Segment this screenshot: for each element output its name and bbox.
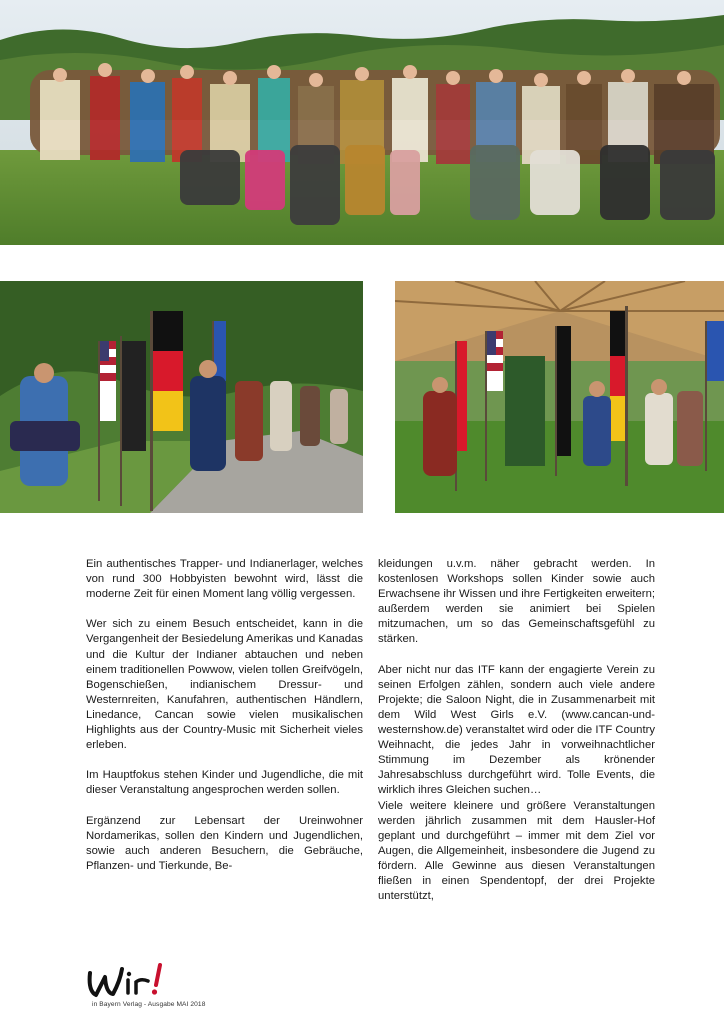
footer-caption: in Bayern Verlag - Ausgabe MAI 2018 (92, 1001, 206, 1008)
paragraph: Aber nicht nur das ITF kann der engagierte Verein zu seinen Erfolgen zählen, sondern auch viele andere Projekte; die Saloon Night, die in Zusammenarbeit mit dem Wild West Girls e.V. (www.cancan-und-westernshow.de) veranstaltet wird oder die ITF Country Weihnacht, die jedes Jahr in vorweihnachtlicher Stimmung im Dezember als krönender Jahresabschluss durchgeführt wird. Tolle Events, die wirklich ihres Gleichen suchen… (378, 663, 655, 797)
flag-procession-photo (0, 281, 363, 513)
pavilion-flags-photo-icon (395, 281, 724, 513)
article-column-left (86, 557, 363, 889)
paragraph: Im Hauptfokus stehen Kinder und Jugendliche, die mit dieser Veranstaltung angesprochen werden sollen. (86, 769, 363, 797)
paragraph: Ein authentisches Trapper- und Indianerlager, welches von rund 300 Hobbyisten bewohnt wird, lässt die moderne Zeit für einen Moment lang völlig vergessen. (86, 558, 363, 601)
paragraph: Viele weitere kleinere und größere Veranstaltungen werden jährlich zusammen mit dem Hausler-Hof geplant und durchgeführt – immer mit dem Ziel vor Augen, die Allgemeinheit, insbesondere die Jugend zu fördern. Alle Gewinne aus diesen Veranstaltungen fließen in einen Spendentopf, der drei Projekte unterstützt, (378, 799, 655, 903)
flag-procession-photo-icon (0, 281, 363, 513)
article-column-right (378, 557, 655, 919)
pavilion-flags-photo (395, 281, 724, 513)
paragraph: Wer sich zu einem Besuch entscheidet, kann in die Vergangenheit der Besiedelung Amerikas und Kanadas und die Kultur der Indianer abtauchen und neben einem traditionellen Powwow, vielen tollen Greifvögeln, Bogenschießen, indianischem Dressur- und Westernreiten, Kanufahren, authentischen Händlern, Linedance, Cancan sowie vielen musikalischen Highlights aus der Country-Music mit Sicherheit vieles erleben. (86, 618, 363, 752)
wir-logo-icon (86, 963, 170, 1003)
footer (86, 963, 346, 1009)
group-photo-icon (0, 0, 724, 245)
group-photo (0, 0, 724, 245)
paragraph: Ergänzend zur Lebensart der Ureinwohner Nordamerikas, sollen den Kindern und Jugendlichen, sowie auch anderen Besuchern, die Gebräuche, Pflanzen- und Tierkunde, Be- (86, 814, 363, 872)
paragraph: kleidungen u.v.m. näher gebracht werden. In kostenlosen Workshops sollen Kinder sowie auch Erwachsene ihr Wissen und ihre Fertigkeiten erweitern; außerdem werden sie animiert bei Spielen mitzumachen, um so das Gemeinschaftsgefühl zu stärken. (378, 558, 655, 646)
